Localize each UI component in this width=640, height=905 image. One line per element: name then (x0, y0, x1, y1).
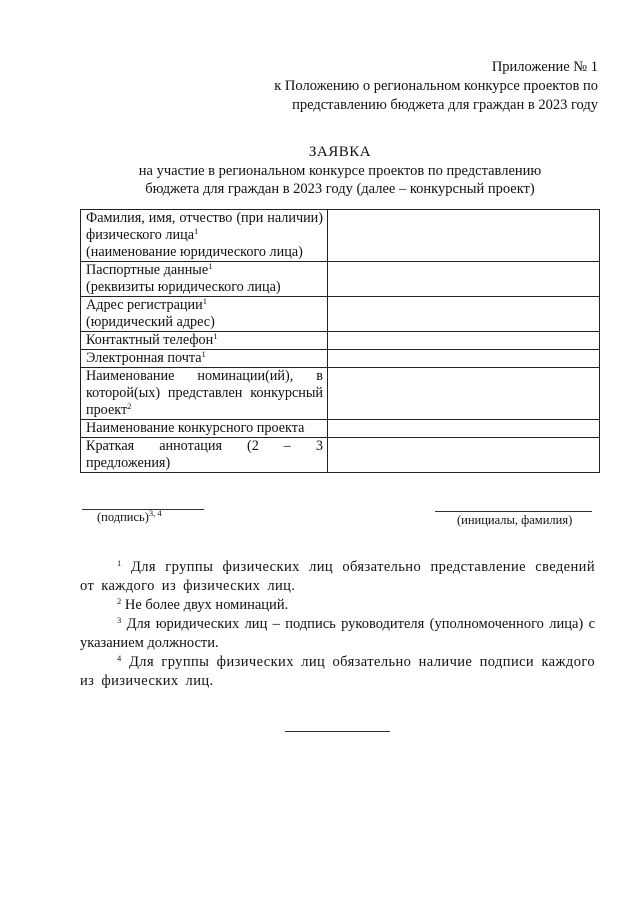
footnote-number: 4 (117, 653, 122, 663)
row-value-cell[interactable] (328, 438, 600, 473)
row-label (81, 350, 328, 368)
row-label (81, 262, 328, 297)
row-value-cell[interactable] (328, 420, 600, 438)
footnote-item: $^3$ Для юридических лиц – подпись руководителя (уполномоченного лица) с указанием должности. (80, 615, 596, 651)
row-label (81, 438, 328, 473)
page-subtitle-line2: бюджета для граждан в 2023 году (далее – конкурсный проект) (145, 181, 535, 197)
application-form-table (80, 209, 600, 473)
row-label-subtext: (юридический адрес) (86, 314, 215, 330)
name-line[interactable] (435, 511, 592, 512)
document-heading (80, 143, 600, 198)
row-label (81, 420, 328, 438)
row-label (81, 210, 328, 262)
row-label-text: Фамилия, имя, отчество (при наличии) физического лица (86, 210, 323, 243)
row-label (81, 297, 328, 332)
row-label-text: Наименование конкурсного проекта (86, 420, 305, 436)
table-row (81, 262, 600, 297)
signature-caption: (подпись)$^{3, 4}$ (97, 508, 162, 524)
footnote-number: 3 (117, 615, 122, 625)
name-caption: (инициалы, фамилия) (457, 513, 573, 527)
end-divider (285, 731, 390, 732)
table-row (81, 210, 600, 262)
row-label-text: Наименование номинации(ий), в которой(ых) представлен конкурсный проект (86, 368, 323, 418)
footnote-number: 2 (117, 596, 122, 606)
footnote-marker: 1 (202, 296, 207, 306)
row-value-cell[interactable] (328, 350, 600, 368)
appendix-reference-line2: представлению бюджета для граждан в 2023 году (292, 97, 598, 113)
footnotes (80, 558, 595, 691)
footnote-marker: 1 (208, 261, 213, 271)
footnote-number: 1 (117, 558, 122, 568)
table-row (81, 297, 600, 332)
footnote-marker: 1 (201, 349, 206, 359)
table-row (81, 420, 600, 438)
footnote-marker: 1 (213, 331, 218, 341)
footnote-item: $^1$ Для группы физических лиц обязательно представление сведений от каждого из физических лиц. (80, 558, 595, 594)
row-value-cell[interactable] (328, 332, 600, 350)
row-label-text: Паспортные данные (86, 262, 209, 278)
table-row (81, 438, 600, 473)
appendix-number: Приложение № 1 (491, 59, 598, 75)
table-row (81, 350, 600, 368)
appendix-reference-line1: к Положению о региональном конкурсе проектов по (274, 78, 598, 94)
row-value-cell[interactable] (328, 210, 600, 262)
page-title: ЗАЯВКА (308, 144, 372, 160)
table-row (81, 368, 600, 420)
row-value-cell[interactable] (328, 262, 600, 297)
row-value-cell[interactable] (328, 368, 600, 420)
row-label (81, 368, 328, 420)
page-subtitle-line1: на участие в региональном конкурсе проектов по представлению (138, 163, 542, 179)
footnote-item: $^2$ Не более двух номинаций. (117, 596, 289, 613)
row-label (81, 332, 328, 350)
footnote-item: $^4$ Для группы физических лиц обязательно наличие подписи каждого из физических лиц. (80, 653, 595, 689)
row-label-subtext: (реквизиты юридического лица) (86, 279, 281, 295)
appendix-header (218, 58, 598, 115)
row-label-subtext: (наименование юридического лица) (86, 244, 303, 260)
row-label-text: Электронная почта (86, 350, 202, 366)
row-label-text: Контактный телефон (86, 332, 214, 348)
table-row (81, 332, 600, 350)
footnote-marker: 3, 4 (148, 508, 162, 518)
row-label-text: Адрес регистрации (86, 297, 203, 313)
row-value-cell[interactable] (328, 297, 600, 332)
row-label-text: Краткая аннотация (2 – 3 предложения) (86, 438, 323, 471)
footnote-marker: 1 (194, 226, 199, 236)
footnote-marker: 2 (127, 401, 132, 411)
